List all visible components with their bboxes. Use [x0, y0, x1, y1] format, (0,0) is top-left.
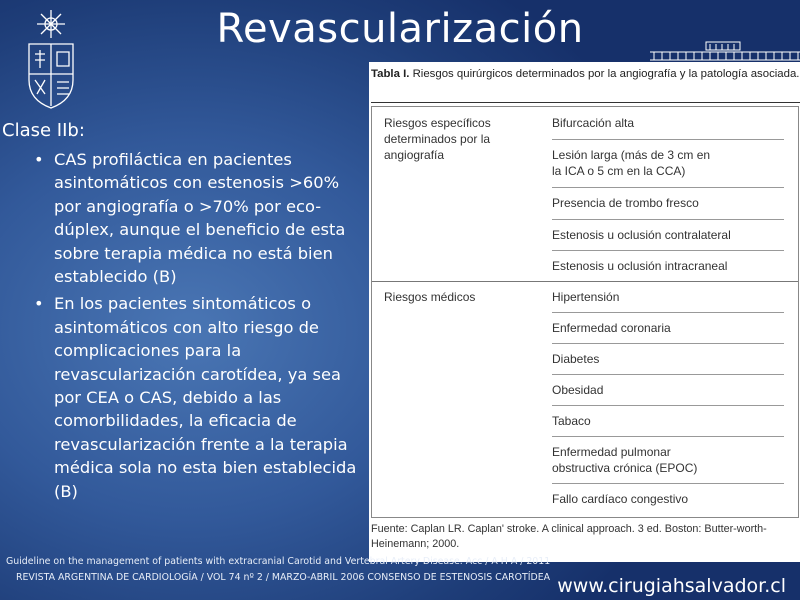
row-divider: [552, 374, 784, 375]
table-source: Fuente: Caplan LR. Caplan' stroke. A clinical approach. 3 ed. Boston: Butter-worth-Heinemann; 2000.: [371, 523, 767, 550]
row-divider: [552, 436, 784, 437]
row-divider: [552, 219, 784, 220]
table-item: Tabaco: [552, 414, 591, 428]
row-divider: [552, 483, 784, 484]
bullet-list: [30, 148, 370, 507]
bullet-item: [30, 148, 370, 288]
group-divider: [372, 281, 798, 282]
bullet-dot-icon: •: [34, 150, 44, 169]
bullet-item: [30, 292, 370, 503]
table-item: Obesidad: [552, 383, 604, 397]
website-url: www.cirugiahsalvador.cl: [557, 575, 786, 597]
row-divider: [552, 139, 784, 140]
bullet-text: En los pacientes sintomáticos o asintomáticos con alto riesgo de complicaciones para la revascularización carotídea, ya sea por CEA o CAS, debido a las comorbilidades, la eficacia de revascularización frente a la terapia médica sola no esta bien establecida (B): [54, 294, 357, 501]
row-divider: [552, 343, 784, 344]
table-top-rule: [371, 102, 800, 103]
footer-reference-1: Guideline on the management of patients with extracranial Carotid and Vertebral Artery Disease. Acc / A H A / 2011: [6, 556, 551, 567]
table-item: Estenosis u oclusión intracraneal: [552, 259, 728, 273]
row-divider: [552, 250, 784, 251]
row-divider: [552, 187, 784, 188]
risk-table-panel: [369, 62, 800, 562]
university-crest-icon: [25, 8, 77, 110]
table-category: Riesgos específicos determinados por la angiografía: [384, 116, 491, 162]
table-item: Lesión larga (más de 3 cm en la ICA o 5 cm en la CCA): [552, 148, 711, 178]
table-caption-text: Riesgos quirúrgicos determinados por la angiografía y la patología asociada.: [412, 68, 800, 80]
table-item: Estenosis u oclusión contralateral: [552, 228, 731, 242]
table-item: Fallo cardíaco congestivo: [552, 492, 689, 506]
footer-reference-2: REVISTA ARGENTINA DE CARDIOLOGÍA / VOL 74 nº 2 / MARZO-ABRIL 2006 CONSENSO DE ESTENOSIS CAROTÍDEA: [16, 572, 551, 583]
row-divider: [552, 312, 784, 313]
bullet-text: CAS profiláctica en pacientes asintomáticos con estenosis >60% por angiografía o >70% por eco-dúplex, aunque el beneficio de esta sobre terapia médica no está bien establecido (B): [54, 150, 346, 287]
table-item: Bifurcación alta: [552, 116, 635, 130]
table-caption-label: Tabla I.: [371, 68, 410, 80]
bullet-dot-icon: •: [34, 294, 44, 314]
table-item: Presencia de trombo fresco: [552, 196, 699, 210]
table-caption: [371, 66, 800, 82]
row-divider: [552, 405, 784, 406]
hospital-building-icon: [650, 40, 800, 64]
table-category: Riesgos médicos: [384, 290, 476, 304]
slide-title: Revascularización: [216, 6, 584, 52]
table-item: Enfermedad pulmonar obstructiva crónica (EPOC): [552, 445, 698, 475]
table-item: Diabetes: [552, 352, 600, 366]
clase-heading: Clase IIb:: [2, 120, 85, 141]
table-item: Hipertensión: [552, 290, 620, 304]
table-item: Enfermedad coronaria: [552, 321, 671, 335]
risk-table: [371, 106, 799, 518]
